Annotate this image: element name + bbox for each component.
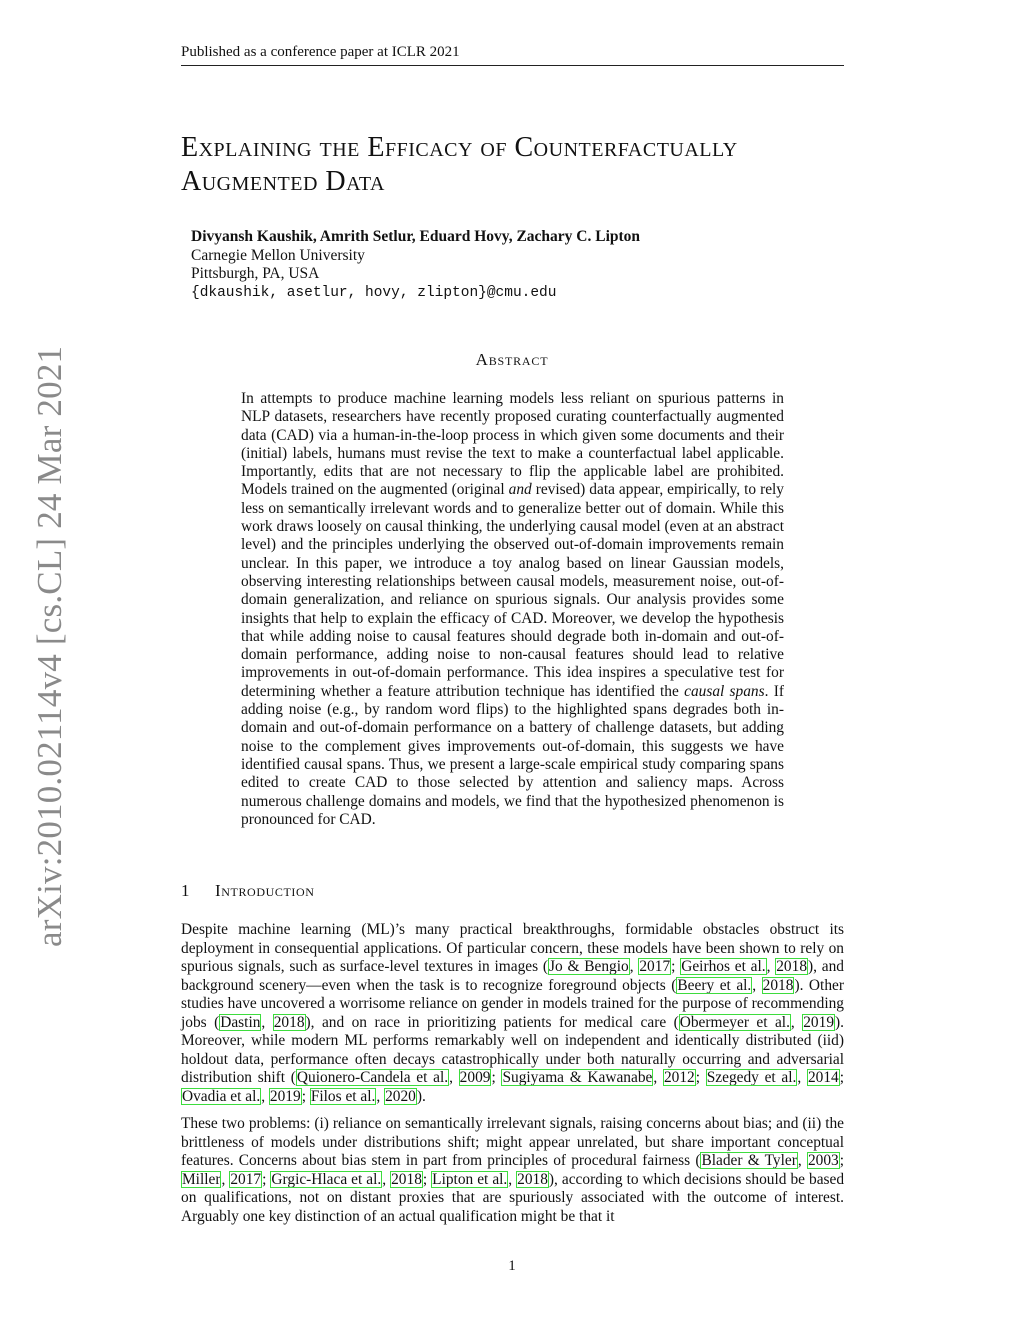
citation-link[interactable]: 2009 [459, 1069, 491, 1086]
abstract-text: In attempts to produce machine learning models less reliant on spurious patterns in NLP datasets, researchers have recently proposed curating counterfactually augmented data (CAD) via a human-in-the-loop process in which given some documents and their (initial) labels, humans must revise the text to make a counterfactual label applicable. Importantly, edits that are not necessary to flip the applicable label are prohibited. Models trained on the augmented (original [241, 390, 784, 499]
citation-separator: , [376, 1087, 385, 1105]
citation-separator: , [261, 1087, 269, 1105]
citation-separator: ; [839, 1152, 844, 1169]
citation-link[interactable]: Filos et al. [310, 1087, 376, 1105]
citation-link[interactable]: Jo & Bengio [549, 958, 629, 975]
citation-separator: ; [839, 1069, 845, 1086]
citation-separator: ; [262, 1170, 271, 1188]
citation-link[interactable]: 2018 [517, 1170, 548, 1188]
citation-link[interactable]: 2019 [269, 1087, 301, 1105]
citation-link[interactable]: 2020 [385, 1087, 416, 1105]
citation-link[interactable]: 2018 [391, 1170, 422, 1188]
abstract-body [241, 390, 784, 829]
citation-separator: ; [491, 1069, 502, 1086]
citation-link[interactable]: Sugiyama & Kawanabe [502, 1069, 653, 1086]
citation-separator: , [790, 1013, 803, 1031]
citation-separator: , [766, 958, 776, 975]
citation-separator: , [797, 1069, 807, 1086]
citation-link[interactable]: 2018 [762, 976, 794, 994]
citation-separator: ; [422, 1170, 432, 1188]
citation-link[interactable]: 2012 [663, 1069, 695, 1086]
author-location: Pittsburgh, PA, USA [191, 265, 320, 282]
citation-separator: , [653, 1069, 663, 1086]
paper-title [181, 131, 851, 199]
citation-link[interactable]: 2003 [807, 1152, 839, 1169]
citation-link[interactable]: Blader & Tyler [701, 1152, 797, 1169]
body-text: ). [416, 1087, 426, 1105]
body-text: ), according to which decisions should be based on qualifications, not on distant proxies that are spuriously associated with the outcome of interest. Arguably one key distinction of an actual qualification might be that it [181, 1170, 845, 1225]
citation-link[interactable]: 2017 [639, 958, 671, 975]
citation-separator: , [752, 976, 762, 994]
abstract-emphasis: and [508, 481, 532, 499]
abstract-text: . If adding noise (e.g., by random word flips) to the highlighted spans degrades both in-domain and out-of-domain performance on a battery of challenge datasets, but adding noise to the complement gives improvements out-of-domain, this suggests we have identified causal spans. Thus, we present a large-scale empirical study comparing spans edited to create CAD to those selected by attention and saliency maps. Across numerous challenge domains and models, we find that the hypothesized phenomenon is pronounced for CAD. [241, 682, 784, 828]
page-number: 1 [508, 1258, 516, 1274]
citation-link[interactable]: Quionero-Candela et al. [296, 1069, 449, 1086]
body-text: ). Other studies have uncovered a worrisome reliance on gender in models trained for the purpose of recommending jobs ( [181, 976, 844, 1031]
intro-paragraph-2 [181, 1115, 844, 1226]
citation-link[interactable]: 2018 [273, 1013, 305, 1031]
citation-link[interactable]: Szegedy et al. [706, 1069, 797, 1086]
intro-paragraph-1 [181, 921, 844, 1106]
citation-separator: , [449, 1069, 459, 1086]
citation-separator: ; [695, 1069, 706, 1086]
body-text: ), and on race in prioritizing patients for medical care ( [305, 1013, 679, 1031]
citation-link[interactable]: Obermeyer et al. [679, 1013, 790, 1031]
abstract-heading: Abstract [475, 350, 549, 369]
citation-link[interactable]: Geirhos et al. [681, 958, 766, 975]
arxiv-stamp: arXiv:2010.02114v4 [cs.CL] 24 Mar 2021 [30, 345, 69, 947]
author-block [191, 228, 640, 302]
citation-separator: , [797, 1152, 807, 1169]
citation-link[interactable]: Grgic-Hlaca et al. [271, 1170, 382, 1188]
author-emails: {dkaushik, asetlur, hovy, zlipton}@cmu.edu [191, 284, 557, 301]
citation-separator: , [629, 958, 639, 975]
citation-separator: , [508, 1170, 517, 1188]
citation-link[interactable]: Lipton et al. [432, 1170, 508, 1188]
author-names: Divyansh Kaushik, Amrith Setlur, Eduard Hovy, Zachary C. Lipton [191, 228, 641, 245]
citation-link[interactable]: Miller [182, 1170, 221, 1188]
citation-separator: , [261, 1013, 273, 1031]
abstract-text: revised) data appear, empirically, to rely less on semantically irrelevant words and to generalize better out of domain. While this work draws loosely on causal thinking, the underlying causal model (even at an abstract level) and the principles underlying the observed out-of-domain improvements remain unclear. In this paper, we introduce a toy analog based on linear Gaussian models, observing interesting relationships between causal models, measurement noise, out-of-domain generalization, and reliance on spurious signals. Our analysis provides some insights that help to explain the efficacy of CAD. Moreover, we develop the hypothesis that while adding noise to causal features should degrade both in-domain and out-of-domain performance, adding noise to non-causal features should lead to relative improvements in out-of-domain performance. This idea inspires a speculative test for determining whether a feature attribution technique has identified the [241, 481, 784, 700]
body-text: ), and background scenery—even when the task is to recognize foreground objects ( [181, 958, 845, 994]
body-text: These two problems: (i) reliance on semantically irrelevant signals, raising concerns about bias; and (ii) the brittleness of models under distributions shift; might appear unrelated, but share important conceptual features. Concerns about bias stem in part from principles of procedural fairness ( [181, 1115, 844, 1169]
citation-link[interactable]: 2017 [230, 1170, 262, 1188]
citation-link[interactable]: 2019 [803, 1013, 835, 1031]
citation-link[interactable]: Dastin [220, 1013, 261, 1031]
abstract-emphasis: causal spans [684, 682, 765, 700]
citation-separator: ; [671, 958, 681, 975]
author-affiliation: Carnegie Mellon University [191, 246, 365, 264]
section-heading-introduction [181, 881, 315, 901]
title-line-2: Augmented Data [181, 166, 385, 197]
citation-separator: , [221, 1170, 230, 1188]
citation-separator: , [382, 1170, 391, 1188]
running-header: Published as a conference paper at ICLR 2021 [181, 44, 844, 66]
body-text: Despite machine learning (ML)’s many practical breakthroughs, formidable obstacles obstruct its deployment in consequential applications. Of particular concern, these models have been shown to rely on spurious signals, such as surface-level textures in images ( [181, 921, 844, 975]
body-text: ). Moreover, while modern ML performs remarkably well on independent and identically distributed (iid) holdout data, performance often decays catastrophically under both naturally occurring and adversarial distribution shift ( [181, 1013, 844, 1086]
title-line-1: Explaining the Efficacy of Counterfactually [181, 132, 738, 163]
citation-separator: ; [301, 1087, 310, 1105]
citation-link[interactable]: Beery et al. [677, 976, 752, 994]
citation-link[interactable]: 2018 [776, 958, 808, 975]
citation-link[interactable]: Ovadia et al. [182, 1087, 261, 1105]
section-title: Introduction [215, 881, 315, 900]
citation-link[interactable]: 2014 [807, 1069, 839, 1086]
section-number: 1 [181, 881, 191, 900]
